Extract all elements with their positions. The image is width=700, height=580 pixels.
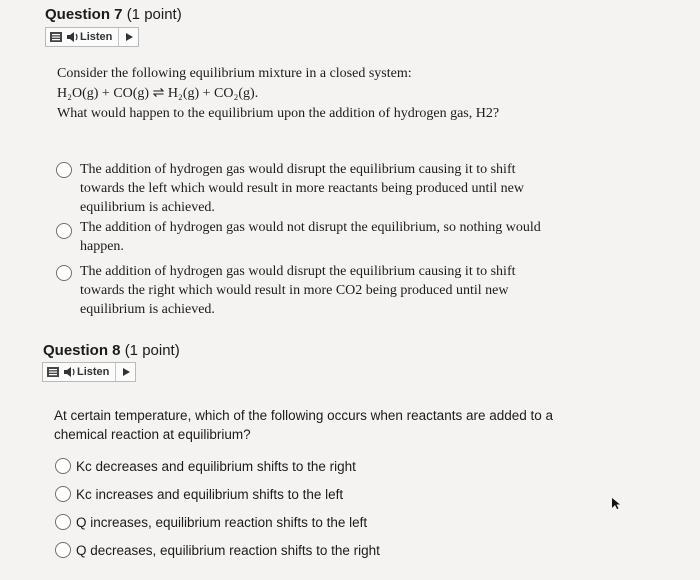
radio-button[interactable] [56, 223, 72, 239]
question-7-option-3[interactable] [56, 262, 556, 319]
option-text: The addition of hydrogen gas would disrupt the equilibrium causing it to shift towards the right which would result in more CO2 being produced until new equilibrium is achieved. [80, 264, 516, 317]
radio-button[interactable] [55, 486, 71, 502]
question-8-option-4[interactable] [55, 541, 380, 560]
option-text: Kc increases and equilibrium shifts to the left [76, 487, 344, 502]
question-7-stem-line2: What would happen to the equilibrium upon the addition of hydrogen gas, H2? [57, 106, 500, 121]
speaker-icon [66, 31, 80, 43]
option-text: Q decreases, equilibrium reaction shifts to the right [76, 543, 380, 558]
question-7-equation: H₂O(g) + CO(g) ⇌ H₂(g) + CO₂(g). [57, 86, 259, 101]
question-8-title: Question 8 [43, 342, 121, 359]
option-text: The addition of hydrogen gas would not disrupt the equilibrium, so nothing would happen. [80, 220, 541, 254]
question-7-title: Question 7 [45, 6, 123, 23]
question-8-option-3[interactable] [55, 513, 367, 532]
play-icon[interactable] [115, 363, 135, 381]
question-8-option-2[interactable] [55, 485, 343, 504]
listen-player-q7[interactable] [45, 27, 139, 47]
listen-label[interactable]: Listen [80, 31, 113, 43]
question-7-stem [57, 64, 657, 124]
question-7-points: (1 point) [126, 6, 182, 23]
play-icon[interactable] [118, 28, 138, 46]
radio-button[interactable] [55, 542, 71, 558]
radio-button[interactable] [55, 458, 71, 474]
question-7-option-1[interactable] [56, 160, 556, 217]
question-8-stem: At certain temperature, which of the following occurs when reactants are added to a chemical reaction at equilibrium? [54, 408, 554, 442]
question-8-points: (1 point) [124, 342, 180, 359]
question-7-header [45, 6, 182, 23]
question-7-stem-line1: Consider the following equilibrium mixture in a closed system: [57, 66, 412, 81]
option-text: Kc decreases and equilibrium shifts to the right [76, 459, 356, 474]
question-7-option-2[interactable] [56, 218, 556, 256]
speaker-icon [63, 366, 77, 378]
question-8-header [43, 342, 180, 359]
menu-icon[interactable] [47, 366, 59, 378]
menu-icon[interactable] [50, 31, 62, 43]
question-8-option-1[interactable] [55, 457, 356, 476]
listen-player-q8[interactable] [42, 362, 136, 382]
listen-label[interactable]: Listen [77, 366, 110, 378]
radio-button[interactable] [56, 162, 72, 178]
mouse-cursor-icon [612, 497, 622, 515]
radio-button[interactable] [55, 514, 71, 530]
radio-button[interactable] [56, 265, 72, 281]
option-text: Q increases, equilibrium reaction shifts to the left [76, 515, 368, 530]
option-text: The addition of hydrogen gas would disrupt the equilibrium causing it to shift towards the left which would result in more reactants being produced until new equilibrium is achieved. [80, 162, 524, 215]
